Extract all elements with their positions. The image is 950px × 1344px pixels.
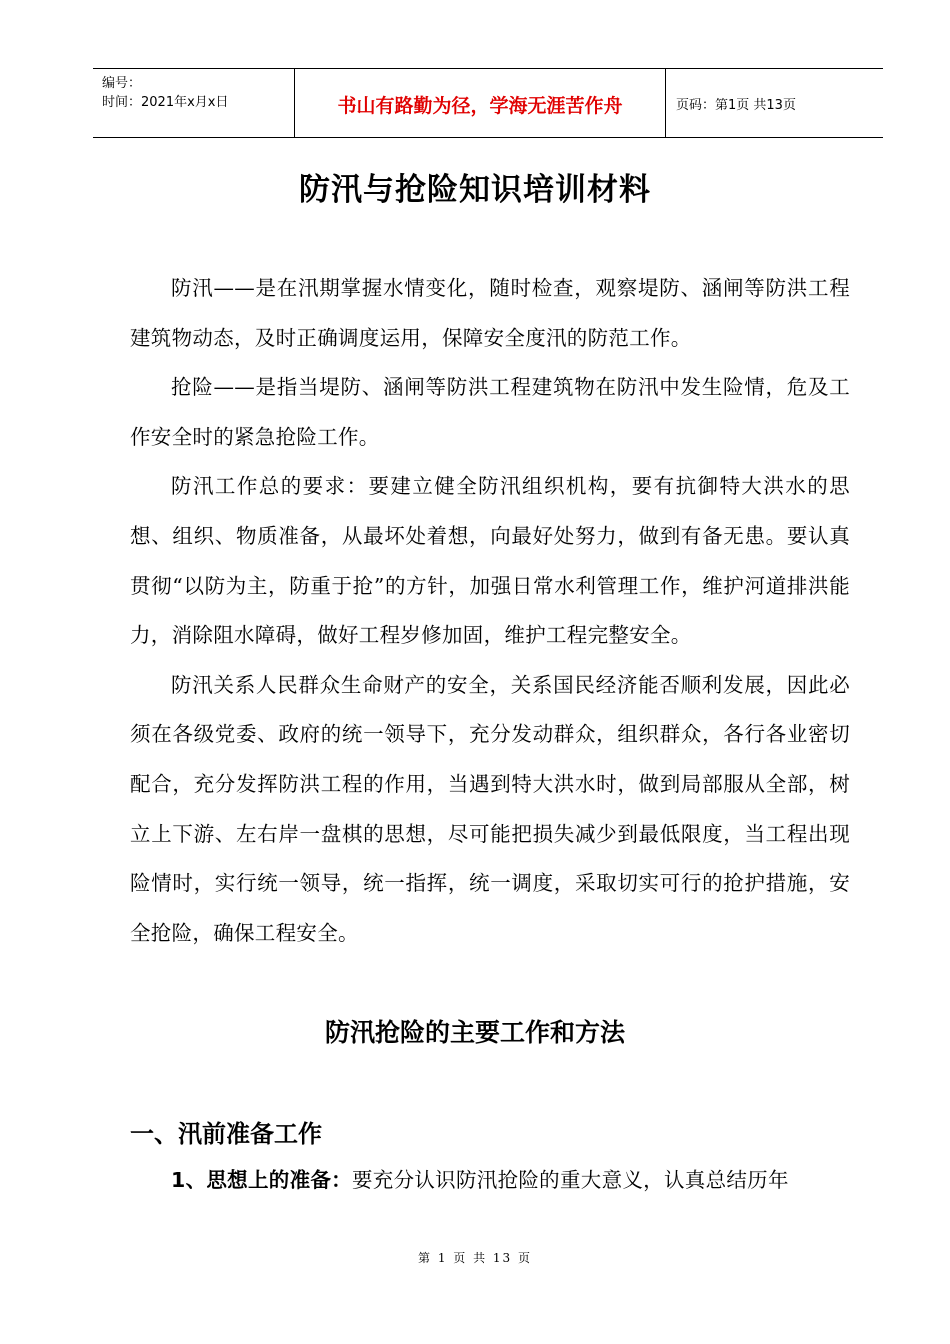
- header-page-cell: [666, 69, 883, 137]
- document-title: 防汛与抢险知识培训材料: [299, 172, 651, 208]
- header-info-cell: [93, 69, 295, 137]
- serial-label: 编号：: [102, 76, 142, 91]
- document-body: [130, 264, 850, 958]
- section-heading: 一、汛前准备工作: [130, 1119, 322, 1148]
- header-motto-cell: [295, 69, 666, 137]
- paragraph-safety-importance: 防汛关系人民群众生命财产的安全，关系国民经济能否顺利发展，因此必须在各级党委、政府的统一领导下，充分发动群众，组织群众，各行各业密切配合，充分发挥防洪工程的作用，当遇到特大洪水时，做到局部服从全部，树立上下游、左右岸一盘棋的思想，尽可能把损失减少到最低限度，当工程出现险情时，实行统一领导，统一指挥，统一调度，采取切实可行的抢护措施，安全抢险，确保工程安全。: [130, 672, 850, 945]
- paragraph-emergency-rescue: 抢险——是指当堤防、涵闸等防洪工程建筑物在防汛中发生险情，危及工作安全时的紧急抢险工作。: [130, 375, 850, 449]
- paragraph-flood-prevention: 防汛——是在汛期掌握水情变化，随时检查，观察堤防、涵闸等防洪工程建筑物动态，及时正确调度运用，保障安全度汛的防范工作。: [130, 276, 850, 350]
- section-subtitle: 防汛抢险的主要工作和方法: [324, 1018, 625, 1047]
- header-motto: 书山有路勤为径，学海无涯苦作舟: [337, 95, 623, 117]
- header-page-info: 页码：第1页 共13页: [676, 98, 796, 113]
- item-label: 1、思想上的准备：: [171, 1168, 352, 1192]
- paragraph-general-requirements: 防汛工作总的要求：要建立健全防汛组织机构，要有抗御特大洪水的思想、组织、物质准备，从最坏处着想，向最好处努力，做到有备无患。要认真贯彻“以防为主，防重于抢”的方针，加强日常水利管理工作，维护河道排洪能力，消除阻水障碍，做好工程岁修加固，维护工程完整安全。: [130, 474, 850, 648]
- time-text: 时间：2021年x月x日: [102, 95, 229, 110]
- item-text: 要充分认识防汛抢险的重大意义，认真总结历年: [351, 1168, 789, 1192]
- list-item-ideological-preparation: [130, 1156, 850, 1206]
- page-footer: 第 1 页 共 13 页: [418, 1251, 532, 1265]
- page-header: [93, 68, 883, 138]
